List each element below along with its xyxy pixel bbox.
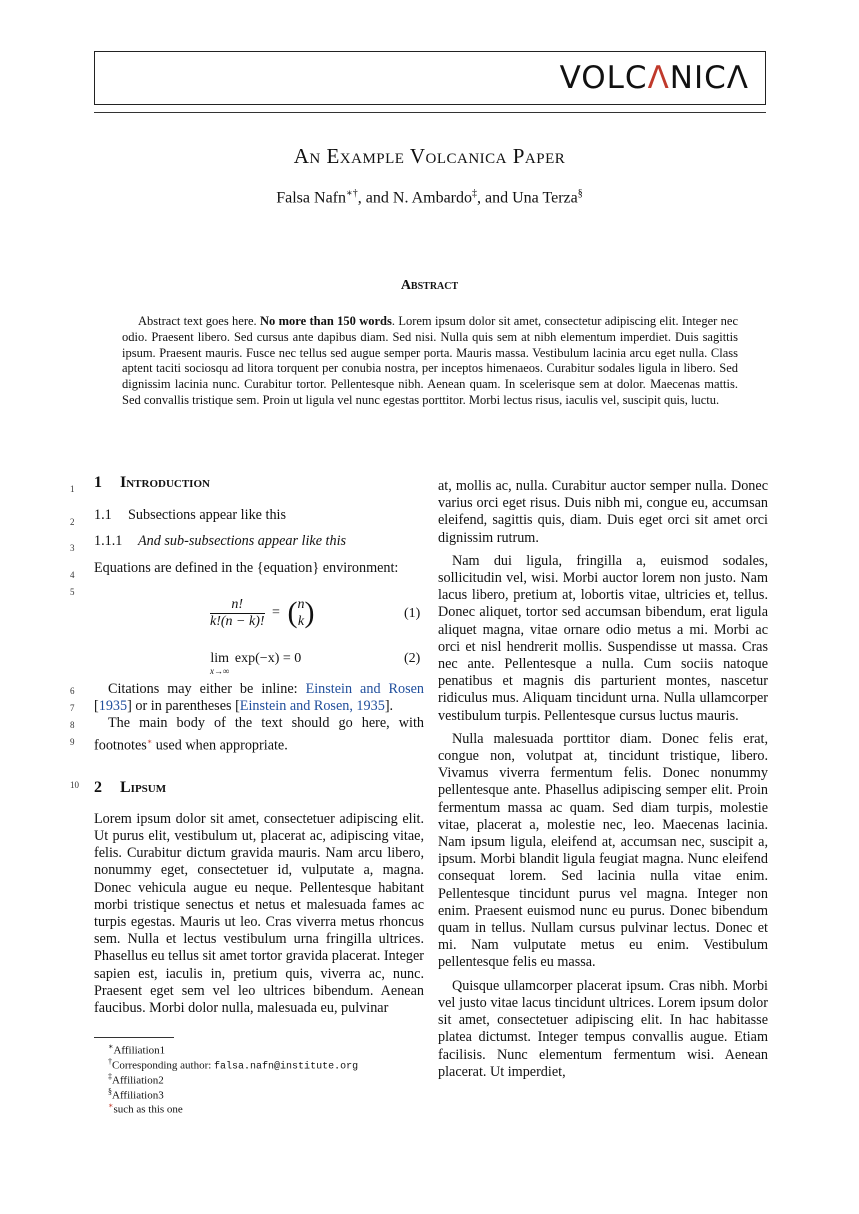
footnote-example: ∗such as this one [108,1101,183,1116]
right-paragraph-2: Nam dui ligula, fringilla a, euismod sodales, sollicitudin vel, wisi. Morbi auctor lorem non justo. Nam lacus libero, pretium at, lobortis vitae, ultricies et, tellus. Donec aliquet, tortor sed accumsan bibendum, erat ligula aliquet magna, vitae ornare odio metus a mi. Morbi ac orci et nisl hendrerit mollis. Suspendisse ut massa. Cras nec ante. Pellentesque a nulla. Cum sociis natoque penatibus et magnis dis parturient montes, nascetur ridiculus mus. Aliquam tincidunt urna. Nulla ullamcorper vestibulum turpis. Pellentesque cursus luctus mauris. [438,552,768,724]
footnote-affiliation3: §Affiliation3 [108,1087,164,1102]
abstract-text: Abstract text goes here. No more than 150 words. Lorem ipsum dolor sit amet, consectetur adipiscing elit. Integer nec odio. Praesent libero. Sed cursus ante dapibus diam. Sed nisi. Nulla quis sem at nibh elementum imperdiet. Duis sagittis ipsum. Praesent mauris. Fusce nec tellus sed augue semper porta. Mauris massa. Vestibulum lacinia arcu eget nulla. Class aptent taciti sociosqu ad litora torquent per conubia nostra, per inceptos himenaeos. Curabitur sodales ligula in libero. Sed dignissim lacinia nunc. Curabitur tortor. Pellentesque nibh. Aenean quam. In scelerisque sem at dolor. Maecenas mattis. Sed convallis tristique sem. Proin ut ligula vel nunc egestas porttitor. Morbi lectus risus, iaculis vel, suscipit quis, luctu. [122,314,738,407]
section-heading-lipsum: 2 Lipsum [94,778,167,796]
equation-2: lim x→∞ exp(−x) = 0 [210,651,302,676]
citation-link-parenthetical[interactable]: Einstein and Rosen, 1935 [239,698,385,715]
footnote-marker[interactable]: ∗ [146,736,153,746]
citation-link-year[interactable]: 1935 [98,698,128,715]
journal-header-box [94,51,766,105]
line-number: 6 [70,686,75,696]
author-email[interactable]: falsa.nafn@institute.org [214,1061,359,1073]
citation-link-inline[interactable]: Einstein and Rosen [305,681,424,697]
line-number: 7 [70,703,75,713]
footnote-affiliation2: ‡Affiliation2 [108,1072,164,1087]
abstract-heading: Abstract [400,278,459,293]
equation-1-label: (1) [404,606,421,621]
line-number: 1 [70,484,75,494]
main-body-paragraph: The main body of the text should go here, with footnotes∗ used when appropriate. [94,715,424,754]
right-paragraph-1: at, mollis ac, nulla. Curabitur auctor semper nulla. Donec varius orci eget risus. Duis nibh mi, congue eu, accumsan eleifend, sagittis quis, diam. Duis eget orci sit amet orci dignissim rutrum. [438,478,768,546]
left-column [94,474,424,577]
line-number: 10 [70,780,79,790]
citation-paragraph: Citations may either be inline: Einstein and Rosen [1935] or in parentheses [Einstein and Rosen, 1935]. [94,681,424,715]
left-column-body [94,681,424,1017]
footnote-corresponding-author: †Corresponding author: falsa.nafn@institute.org [108,1057,359,1073]
section-heading-introduction: 1 Introduction [94,474,210,491]
right-paragraph-4: Quisque ullamcorper placerat ipsum. Cras nibh. Morbi vel justo vitae lacus tincidunt ultrices. Lorem ipsum dolor sit amet, consectetuer adipiscing elit. In hac habitasse platea dictumst. Integer tempus convallis augue. Etiam facilisis. Nunc elementum fermentum wisi. Aenean placerat. Ut imperdiet, [438,977,768,1080]
lipsum-paragraph: Lorem ipsum dolor sit amet, consectetuer adipiscing elit. Ut purus elit, vestibulum ut, placerat ac, adipiscing vitae, felis. Curabitur dictum gravida mauris. Nam arcu libero, nonummy eget, consectetuer id, vulputate a, magna. Donec vehicula augue eu neque. Pellentesque habitant morbi tristique senectus et netus et malesuada fames ac turpis egestas. Mauris ut leo. Cras viverra metus rhoncus sem. Nulla et lectus vestibulum urna fringilla ultrices. Phasellus eu tellus sit amet tortor gravida placerat. Integer sapien est, iaculis in, pretium quis, viverra ac, nunc. Praesent eget sem vel leo ultrices bibendum. Aenean faucibus. Morbi dolor nulla, malesuada eu, pulvinar [94,810,424,1016]
journal-logo: VOLCΛNICΛ [559,60,749,96]
equation-1: $\frac{n!}{k!(n - k)!}$ = ( n k ) [210,596,315,629]
footnote-affiliation1: ∗Affiliation1 [108,1042,166,1057]
subsection-heading: 1.1 Subsections appear like this [94,507,287,524]
equation-2-label: (2) [404,651,421,666]
author-list: Falsa Nafn∗†, and N. Ambardo‡, and Una Terza§ [276,188,583,207]
line-number: 9 [70,737,75,747]
right-paragraph-3: Nulla malesuada porttitor diam. Donec felis erat, congue non, volutpat at, tincidunt tristique, libero. Vivamus viverra fermentum felis. Donec nonummy pellentesque ante. Phasellus adipiscing semper elit. Proin fermentum massa ac quam. Sed diam turpis, molestie vitae, placerat a, molestie nec, leo. Maecenas lacinia. Nam ipsum ligula, eleifend at, accumsan nec, suscipit a, ipsum. Morbi blandit ligula feugiat magna. Nunc eleifend consequat lorem. Sed lacinia nulla vitae enim. Pellentesque tincidunt purus vel magna. Integer non enim. Praesent euismod nunc eu purus. Donec bibendum quam in tellus. Nullam cursus pulvinar lectus. Donec et mi. Nam vulputate metus eu enim. Vestibulum pellentesque felis eu massa. [438,730,768,971]
line-number: 5 [70,587,75,597]
line-number: 4 [70,570,75,580]
right-column [438,478,768,1081]
paper-title: An Example Volcanica Paper [293,144,566,168]
subsubsection-heading: 1.1.1 And sub-subsections appear like this [94,533,347,550]
footnote-rule [94,1037,174,1038]
line-number: 3 [70,543,75,553]
line-number: 8 [70,720,75,730]
line-number: 2 [70,517,75,527]
equation-intro: Equations are defined in the {equation} environment: [94,559,399,576]
header-rule [94,112,766,113]
